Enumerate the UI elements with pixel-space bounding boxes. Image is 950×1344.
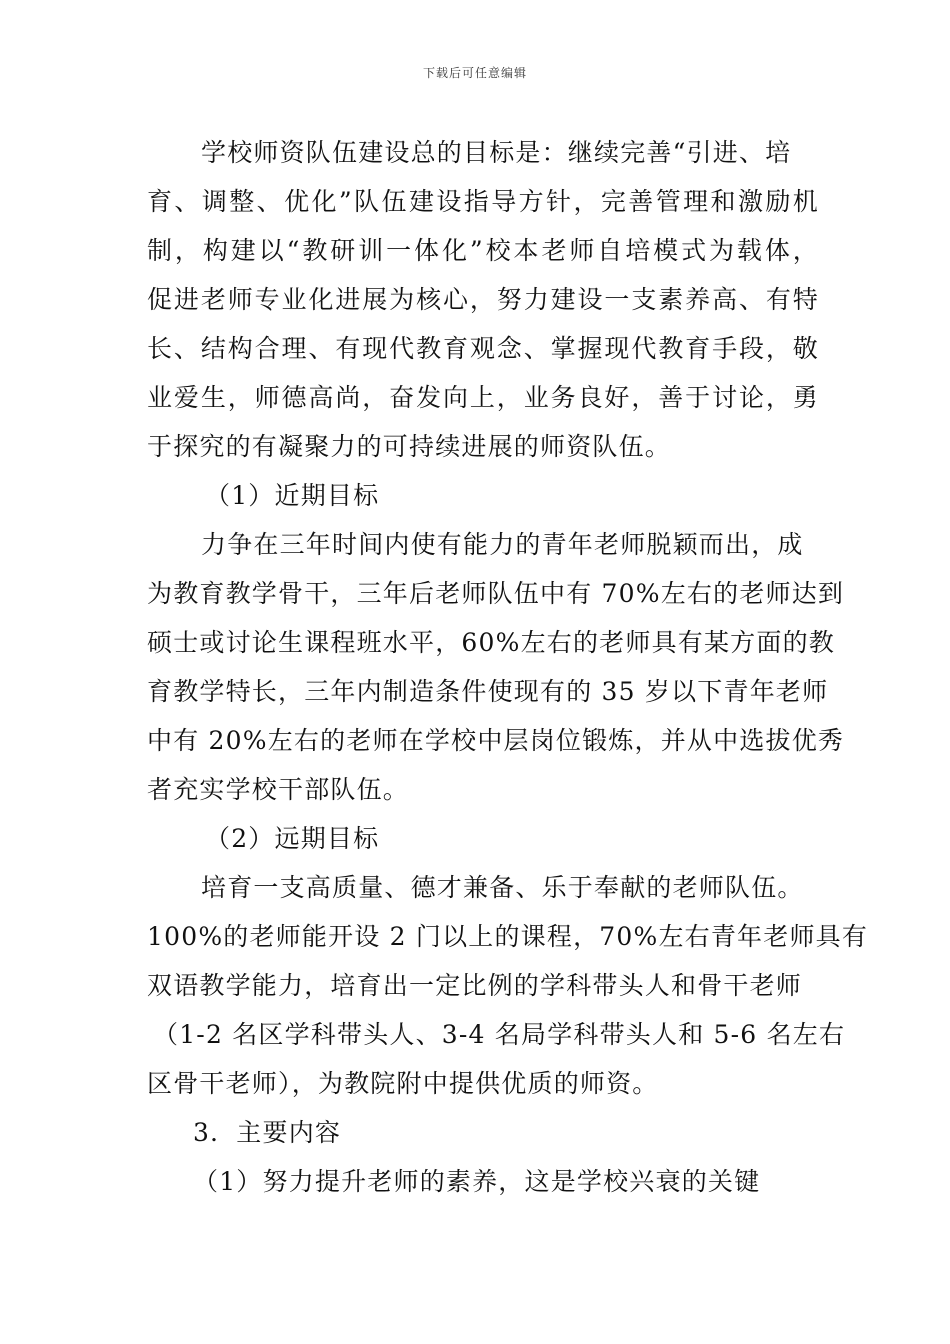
paragraph-line: 双语教学能力，培育出一定比例的学科带头人和骨干老师 [147, 971, 803, 1000]
section-heading-main-content: 3．主要内容 [193, 1118, 342, 1147]
paragraph-line: 育、调整、优化”队伍建设指导方针，完善管理和激励机 [147, 187, 819, 216]
paragraph-line: 为教育教学骨干，三年后老师队伍中有 70%左右的老师达到 [147, 579, 845, 608]
paragraph-line: 业爱生，师德高尚，奋发向上，业务良好，善于讨论，勇 [147, 383, 819, 412]
document-body [147, 128, 869, 1206]
paragraph-line: 学校师资队伍建设总的目标是：继续完善“引进、培 [201, 138, 792, 167]
paragraph-line: 促进老师专业化进展为核心，努力建设一支素养高、有特 [147, 285, 819, 314]
section-heading-long-term: （2）远期目标 [205, 824, 380, 853]
paragraph-line: 于探究的有凝聚力的可持续进展的师资队伍。 [147, 432, 672, 461]
paragraph-line: （1-2 名区学科带头人、3-4 名局学科带头人和 5-6 名左右 [153, 1020, 846, 1049]
header-note: 下载后可任意编辑 [422, 66, 527, 80]
paragraph-line: 育教学特长，三年内制造条件使现有的 35 岁以下青年老师 [147, 677, 829, 706]
paragraph-line: 制，构建以“教研训一体化”校本老师自培模式为载体， [147, 236, 819, 265]
paragraph-line: 力争在三年时间内使有能力的青年老师脱颖而出，成 [201, 530, 804, 559]
paragraph-line: 长、结构合理、有现代教育观念、掌握现代教育手段，敬 [147, 334, 819, 363]
paragraph-line: 中有 20%左右的老师在学校中层岗位锻炼，并从中选拔优秀 [147, 726, 845, 755]
section-heading-near-term: （1）近期目标 [205, 481, 380, 510]
paragraph-line: 区骨干老师），为教院附中提供优质的师资。 [147, 1069, 659, 1098]
paragraph-line: 硕士或讨论生课程班水平，60%左右的老师具有某方面的教 [147, 628, 835, 657]
paragraph-line: 100%的老师能开设 2 门以上的课程，70%左右青年老师具有 [147, 922, 869, 951]
paragraph-line: 培育一支高质量、德才兼备、乐于奉献的老师队伍。 [201, 873, 804, 902]
subsection-heading: （1）努力提升老师的素养，这是学校兴衰的关键 [193, 1167, 761, 1196]
paragraph-line: 者充实学校干部队伍。 [147, 775, 410, 804]
